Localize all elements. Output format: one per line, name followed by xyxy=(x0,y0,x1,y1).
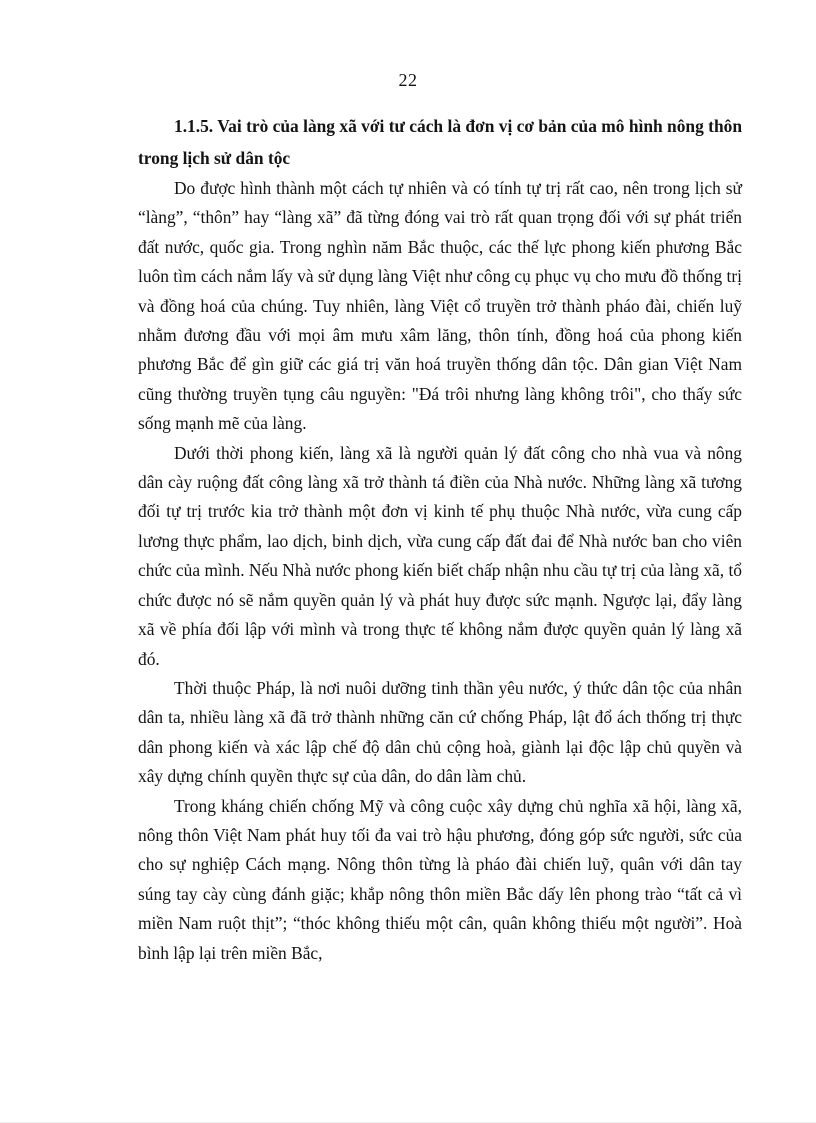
paragraph-1: Do được hình thành một cách tự nhiên và có tính tự trị rất cao, nên trong lịch sử “làng”, “thôn” hay “làng xã” đã từng đóng vai trò rất quan trọng đối với sự phát triển đất nước, quốc gia. Trong nghìn năm Bắc thuộc, các thế lực phong kiến phương Bắc luôn tìm cách nắm lấy và sử dụng làng Việt như công cụ phục vụ cho mưu đồ thống trị và đồng hoá của chúng. Tuy nhiên, làng Việt cổ truyền trở thành pháo đài, chiến luỹ nhằm đương đầu với mọi âm mưu xâm lăng, thôn tính, đồng hoá của phong kiến phương Bắc để gìn giữ các giá trị văn hoá truyền thống dân tộc. Dân gian Việt Nam cũng thường truyền tụng câu nguyền: "Đá trôi nhưng làng không trôi", cho thấy sức sống mạnh mẽ của làng. xyxy=(138,178,742,434)
body-text xyxy=(138,110,742,968)
section-heading: 1.1.5. Vai trò của làng xã với tư cách là đơn vị cơ bản của mô hình nông thôn trong lịch sử dân tộc xyxy=(138,116,742,168)
page-number: 22 xyxy=(398,70,418,90)
paragraph-4: Trong kháng chiến chống Mỹ và công cuộc xây dựng chủ nghĩa xã hội, làng xã, nông thôn Việt Nam phát huy tối đa vai trò hậu phương, đóng góp sức người, sức của cho sự nghiệp Cách mạng. Nông thôn từng là pháo đài chiến luỹ, quân với dân tay súng tay cày cùng đánh giặc; khắp nông thôn miền Bắc dấy lên phong trào “tất cả vì miền Nam ruột thịt”; “thóc không thiếu một cân, quân không thiếu một người”. Hoà bình lập lại trên miền Bắc, xyxy=(138,795,742,963)
paragraph-2: Dưới thời phong kiến, làng xã là người quản lý đất công cho nhà vua và nông dân cày ruộng đất công làng xã trở thành tá điền của Nhà nước. Những làng xã tương đối tự trị trước kia trở thành một đơn vị kinh tế phụ thuộc Nhà nước, vừa cung cấp lương thực phẩm, lao dịch, binh dịch, vừa cung cấp đất đai để Nhà nước ban cho viên chức của mình. Nếu Nhà nước phong kiến biết chấp nhận nhu cầu tự trị của làng xã, tổ chức được nó sẽ nắm quyền quản lý và phát huy được sức mạnh. Ngược lại, đẩy làng xã về phía đối lập với mình và trong thực tế không nắm được quyền quản lý làng xã đó. xyxy=(138,442,742,669)
paragraph-3: Thời thuộc Pháp, là nơi nuôi dưỡng tinh thần yêu nước, ý thức dân tộc của nhân dân ta, nhiều làng xã đã trở thành những căn cứ chống Pháp, lật đổ ách thống trị thực dân phong kiến và xác lập chế độ dân chủ cộng hoà, giành lại độc lập chủ quyền và xây dựng chính quyền thực sự của dân, do dân làm chủ. xyxy=(138,677,742,787)
